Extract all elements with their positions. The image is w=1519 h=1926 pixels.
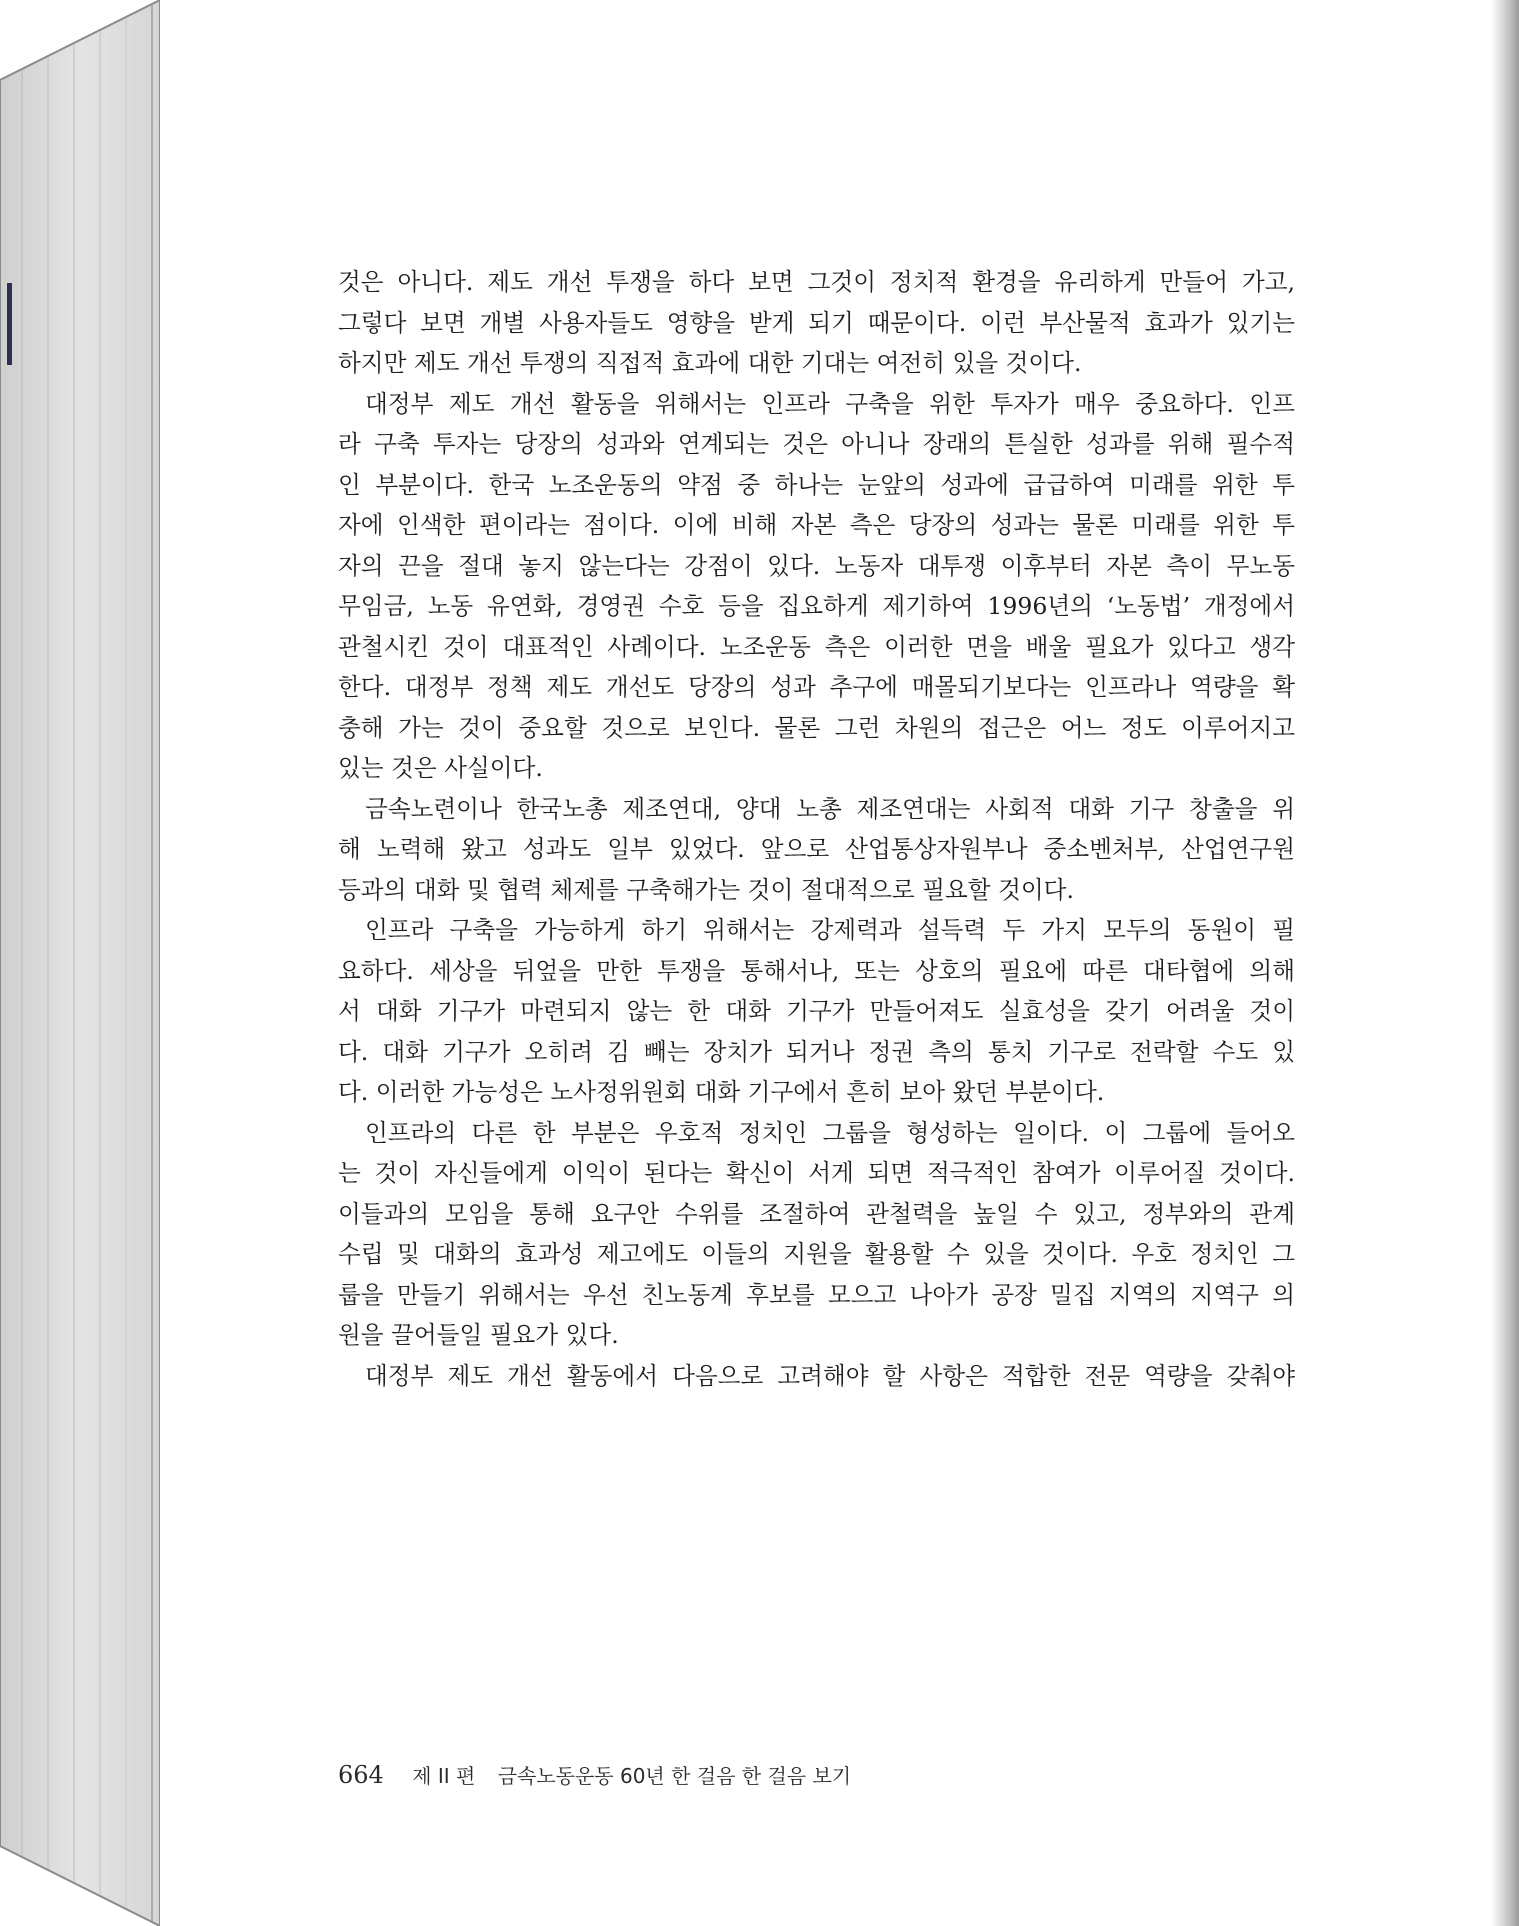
text-line: 한다. 대정부 정책 제도 개선도 당장의 성과 추구에 매몰되기보다는 인프라나 역량을 확	[338, 673, 1295, 701]
text-line: 수립 및 대화의 효과성 제고에도 이들의 지원을 활용할 수 있을 것이다. 우호 정치인 그	[338, 1240, 1295, 1268]
text-line: 등과의 대화 및 협력 체제를 구축해가는 것이 절대적으로 필요할 것이다.	[338, 875, 1074, 904]
text-line: 그렇다 보면 개별 사용자들도 영향을 받게 되기 때문이다. 이런 부산물적 효과가 있기는	[338, 308, 1295, 337]
text-line: 있는 것은 사실이다.	[338, 754, 543, 782]
text-line: 다. 대화 기구가 오히려 김 빼는 장치가 되거나 정권 측의 통치 기구로 전락할 수도 있	[338, 1037, 1295, 1066]
text-line: 하지만 제도 개선 투쟁의 직접적 효과에 대한 기대는 여전히 있을 것이다.	[338, 349, 1082, 377]
text-line: 충해 가는 것이 중요할 것으로 보인다. 물론 그런 차원의 접근은 어느 정도 이루어지고	[338, 713, 1295, 742]
text-line: 인프라의 다른 한 부분은 우호적 정치인 그룹을 형성하는 일이다. 이 그룹에 들어오	[365, 1118, 1295, 1147]
text-line: 인 부분이다. 한국 노조운동의 약점 중 하나는 눈앞의 성과에 급급하여 미래를 위한 투	[338, 470, 1295, 499]
page-footer	[338, 1760, 851, 1789]
text-line: 것은 아니다. 제도 개선 투쟁을 하다 보면 그것이 정치적 환경을 유리하게 만들어 가고,	[338, 268, 1295, 296]
text-line: 관철시킨 것이 대표적인 사례이다. 노조운동 측은 이러한 면을 배울 필요가 있다고 생각	[338, 632, 1295, 661]
page-number: 664	[338, 1761, 384, 1789]
text-line: 해 노력해 왔고 성과도 일부 있었다. 앞으로 산업통상자원부나 중소벤처부, 산업연구원	[338, 835, 1295, 863]
text-line: 룹을 만들기 위해서는 우선 친노동계 후보를 모으고 나아가 공장 밀집 지역의 지역구 의	[338, 1280, 1295, 1309]
text-line: 무임금, 노동 유연화, 경영권 수호 등을 집요하게 제기하여 1996년의 ‘노동법’ 개정에서	[338, 592, 1295, 620]
text-line: 자에 인색한 편이라는 점이다. 이에 비해 자본 측은 당장의 성과는 물론 미래를 위한 투	[338, 511, 1295, 539]
part-label: 제 II 편	[412, 1764, 476, 1788]
text-line: 금속노련이나 한국노총 제조연대, 양대 노총 제조연대는 사회적 대화 기구 창출을 위	[365, 794, 1295, 823]
page-stack-edge	[0, 0, 165, 1926]
text-line: 서 대화 기구가 마련되지 않는 한 대화 기구가 만들어져도 실효성을 갖기 어려울 것이	[338, 997, 1295, 1025]
text-line: 다. 이러한 가능성은 노사정위원회 대화 기구에서 흔히 보아 왔던 부분이다.	[338, 1078, 1105, 1106]
text-line: 인프라 구축을 가능하게 하기 위해서는 강제력과 설득력 두 가지 모두의 동원이 필	[365, 916, 1295, 944]
page-edge-shadow	[1491, 0, 1519, 1926]
text-line: 대정부 제도 개선 활동에서 다음으로 고려해야 할 사항은 적합한 전문 역량을 갖춰야	[365, 1361, 1295, 1390]
text-line: 자의 끈을 절대 놓지 않는다는 강점이 있다. 노동자 대투쟁 이후부터 자본 측이 무노동	[338, 551, 1295, 580]
text-line: 이들과의 모임을 통해 요구안 수위를 조절하여 관철력을 높일 수 있고, 정부와의 관계	[338, 1199, 1295, 1228]
text-line: 라 구축 투자는 당장의 성과와 연계되는 것은 아니나 장래의 튼실한 성과를 위해 필수적	[338, 430, 1295, 458]
text-line: 요하다. 세상을 뒤엎을 만한 투쟁을 통해서나, 또는 상호의 필요에 따른 대타협에 의해	[338, 956, 1295, 985]
text-line: 원을 끌어들일 필요가 있다.	[338, 1321, 619, 1349]
book-title: 금속노동운동 60년 한 걸음 한 걸음 보기	[497, 1764, 852, 1788]
text-line: 는 것이 자신들에게 이익이 된다는 확신이 서게 되면 적극적인 참여가 이루어질 것이다.	[338, 1159, 1295, 1187]
body-text	[338, 262, 1295, 1396]
text-line: 대정부 제도 개선 활동을 위해서는 인프라 구축을 위한 투자가 매우 중요하다. 인프	[365, 389, 1295, 418]
